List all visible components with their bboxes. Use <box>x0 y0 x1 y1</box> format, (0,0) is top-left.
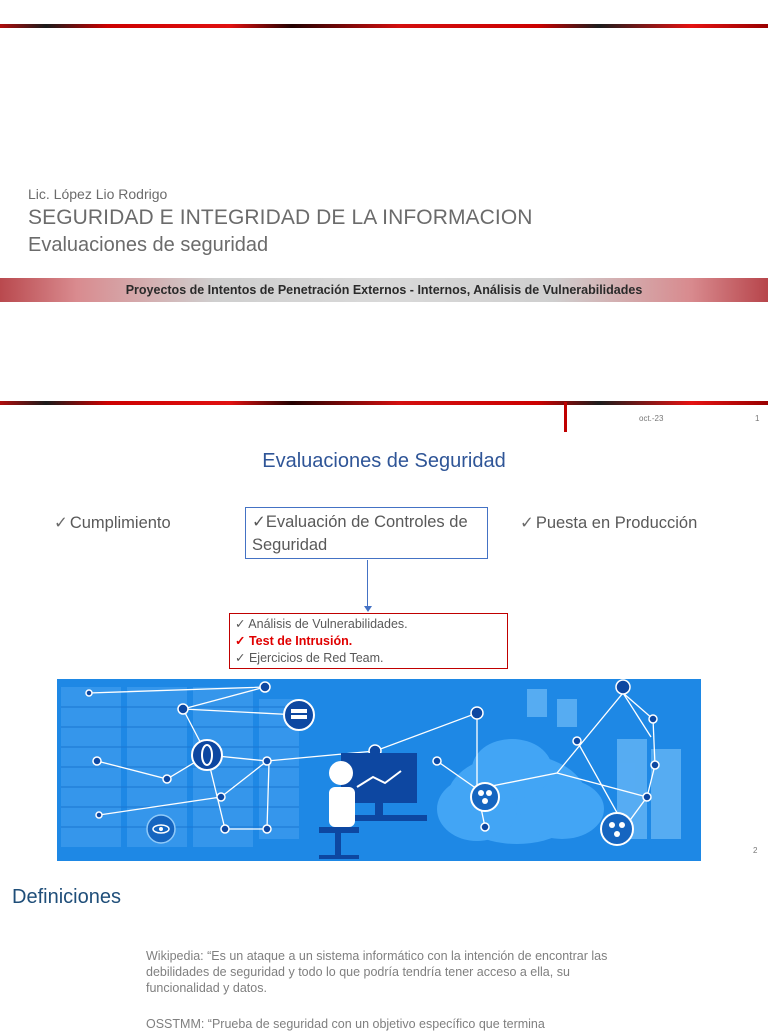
item-cumplimiento <box>54 513 171 533</box>
definition-osstmm: OSSTMM: “Prueba de seguridad con un objetivo específico que termina <box>146 1017 545 1031</box>
presentation-title: SEGURIDAD E INTEGRIDAD DE LA INFORMACION <box>28 206 533 229</box>
topic-banner <box>0 278 768 302</box>
item-puesta-produccion-label: Puesta en Producción <box>535 514 698 532</box>
check-icon: ✓ <box>520 514 534 532</box>
eye-icon <box>147 815 175 843</box>
database-icon <box>284 700 314 730</box>
topic-banner-text: Proyectos de Intentos de Penetración Externos - Internos, Análisis de Vulnerabilidades <box>125 283 643 297</box>
item-cumplimiento-label: Cumplimiento <box>69 514 171 532</box>
connector-arrow-line <box>367 560 368 608</box>
subitems-box <box>229 613 508 669</box>
subitem-vulnerabilidades: ✓ Análisis de Vulnerabilidades. <box>235 617 408 631</box>
item-puesta-produccion <box>520 513 697 533</box>
shield-icon <box>192 740 222 770</box>
slide2-title: Evaluaciones de Seguridad <box>262 450 506 472</box>
author-name: Lic. López Lio Rodrigo <box>28 186 168 202</box>
check-icon: ✓ <box>252 513 266 531</box>
check-icon: ✓ <box>235 651 246 665</box>
definition-wikipedia: Wikipedia: “Es un ataque a un sistema informático con la intención de encontrar las debilidades de seguridad y todo lo que podría tendría tener acceso a ella, su funcionalidad y datos. <box>146 949 608 995</box>
subitem-red-team: ✓ Ejercicios de Red Team. <box>235 651 384 665</box>
item-evaluacion-controles-box <box>245 507 488 559</box>
page-number-1: 1 <box>755 414 760 423</box>
slide-divider-line <box>0 401 768 405</box>
slide-date: oct.-23 <box>639 414 664 423</box>
page-number-2: 2 <box>753 846 758 855</box>
slide-marker-bar <box>564 402 567 432</box>
presentation-subtitle: Evaluaciones de seguridad <box>28 234 269 256</box>
arrow-down-icon <box>364 606 372 612</box>
check-icon: ✓ <box>235 617 246 631</box>
check-icon: ✓ <box>54 514 68 532</box>
definitions-title: Definiciones <box>12 886 121 908</box>
check-icon: ✓ <box>235 634 246 648</box>
network-security-illustration <box>57 679 701 861</box>
item-evaluacion-controles-label: Evaluación de Controles de Seguridad <box>252 513 468 554</box>
subitem-test-intrusion: ✓ Test de Intrusión. <box>235 634 353 648</box>
top-divider-line <box>0 24 768 28</box>
